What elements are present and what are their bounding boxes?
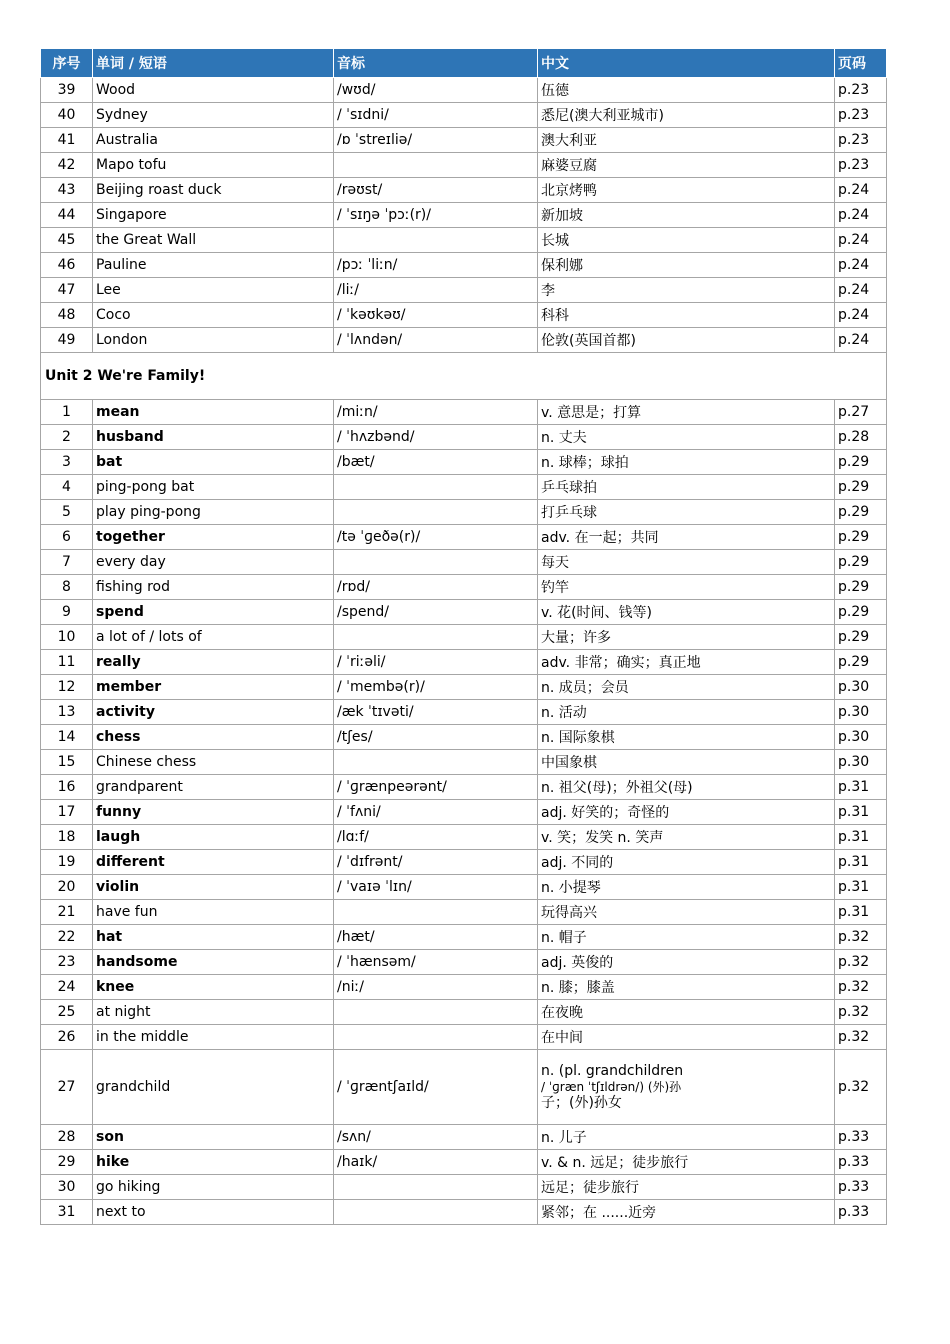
row-chinese: 悉尼(澳大利亚城市) — [538, 103, 835, 128]
table-row — [41, 550, 887, 575]
table-header-row — [41, 49, 887, 78]
row-phonetic: /niː/ — [334, 975, 538, 1000]
header-page: 页码 — [835, 49, 887, 78]
row-word: Singapore — [93, 203, 334, 228]
row-phonetic: /wʊd/ — [334, 78, 538, 103]
row-page: p.31 — [835, 875, 887, 900]
row-chinese: 乒乓球拍 — [538, 475, 835, 500]
row-phonetic: / ˈfʌni/ — [334, 800, 538, 825]
row-word: the Great Wall — [93, 228, 334, 253]
row-number: 1 — [41, 400, 93, 425]
row-word: Wood — [93, 78, 334, 103]
row-page: p.24 — [835, 178, 887, 203]
row-phonetic — [334, 900, 538, 925]
row-page: p.27 — [835, 400, 887, 425]
row-word: funny — [93, 800, 334, 825]
row-page: p.32 — [835, 975, 887, 1000]
row-page: p.29 — [835, 575, 887, 600]
row-chinese: 钓竿 — [538, 575, 835, 600]
row-phonetic: /æk ˈtɪvəti/ — [334, 700, 538, 725]
row-chinese: 伦敦(英国首都) — [538, 328, 835, 353]
table-row — [41, 78, 887, 103]
row-number: 6 — [41, 525, 93, 550]
vocabulary-table — [40, 48, 887, 1225]
table-row — [41, 700, 887, 725]
row-page: p.23 — [835, 128, 887, 153]
row-word: every day — [93, 550, 334, 575]
row-number: 45 — [41, 228, 93, 253]
row-word: hike — [93, 1150, 334, 1175]
row-phonetic: / ˈsɪdni/ — [334, 103, 538, 128]
row-number: 46 — [41, 253, 93, 278]
row-chinese: 保利娜 — [538, 253, 835, 278]
row-chinese: n. 国际象棋 — [538, 725, 835, 750]
row-word: Pauline — [93, 253, 334, 278]
row-chinese: adj. 英俊的 — [538, 950, 835, 975]
row-page: p.23 — [835, 78, 887, 103]
row-chinese: 每天 — [538, 550, 835, 575]
row-page: p.29 — [835, 625, 887, 650]
table-row — [41, 425, 887, 450]
row-word: Sydney — [93, 103, 334, 128]
row-phonetic: /rɒd/ — [334, 575, 538, 600]
row-phonetic: / ˈlʌndən/ — [334, 328, 538, 353]
table-row — [41, 725, 887, 750]
table-row — [41, 1150, 887, 1175]
row-word: knee — [93, 975, 334, 1000]
row-number: 22 — [41, 925, 93, 950]
table-row — [41, 1025, 887, 1050]
row-chinese: 玩得高兴 — [538, 900, 835, 925]
row-number: 4 — [41, 475, 93, 500]
row-page: p.30 — [835, 675, 887, 700]
table-row — [41, 800, 887, 825]
row-chinese: n. 小提琴 — [538, 875, 835, 900]
row-page: p.29 — [835, 600, 887, 625]
table-row — [41, 228, 887, 253]
table-row — [41, 750, 887, 775]
row-page: p.31 — [835, 825, 887, 850]
row-chinese: 在中间 — [538, 1025, 835, 1050]
row-number: 11 — [41, 650, 93, 675]
row-page: p.29 — [835, 500, 887, 525]
row-word: husband — [93, 425, 334, 450]
row-phonetic: /miːn/ — [334, 400, 538, 425]
table-row — [41, 328, 887, 353]
row-page: p.24 — [835, 303, 887, 328]
row-phonetic: / ˈhænsəm/ — [334, 950, 538, 975]
row-number: 16 — [41, 775, 93, 800]
row-number: 49 — [41, 328, 93, 353]
row-chinese: 澳大利亚 — [538, 128, 835, 153]
row-number: 10 — [41, 625, 93, 650]
table-row — [41, 103, 887, 128]
row-number: 28 — [41, 1125, 93, 1150]
row-page: p.24 — [835, 253, 887, 278]
table-row — [41, 600, 887, 625]
row-chinese: adj. 好笑的；奇怪的 — [538, 800, 835, 825]
row-phonetic: /rəʊst/ — [334, 178, 538, 203]
row-phonetic: /ɒ ˈstreɪliə/ — [334, 128, 538, 153]
row-page: p.29 — [835, 650, 887, 675]
row-chinese: n. 球棒；球拍 — [538, 450, 835, 475]
row-word: in the middle — [93, 1025, 334, 1050]
row-word: grandparent — [93, 775, 334, 800]
row-number: 42 — [41, 153, 93, 178]
row-page: p.31 — [835, 775, 887, 800]
header-word: 单词 / 短语 — [93, 49, 334, 78]
row-page: p.24 — [835, 278, 887, 303]
row-word: son — [93, 1125, 334, 1150]
row-page: p.23 — [835, 103, 887, 128]
row-number: 30 — [41, 1175, 93, 1200]
row-number: 44 — [41, 203, 93, 228]
table-row — [41, 575, 887, 600]
row-phonetic: /bæt/ — [334, 450, 538, 475]
row-phonetic — [334, 1175, 538, 1200]
unit-heading-row — [41, 353, 887, 400]
row-page: p.31 — [835, 850, 887, 875]
row-page: p.32 — [835, 1050, 887, 1125]
row-number: 2 — [41, 425, 93, 450]
table-row — [41, 278, 887, 303]
row-page: p.33 — [835, 1200, 887, 1225]
row-word: activity — [93, 700, 334, 725]
table-row — [41, 850, 887, 875]
row-phonetic: /tə ˈɡeðə(r)/ — [334, 525, 538, 550]
chinese-line: / ˈɡræn ˈtʃɪldrən/) (外)孙 — [541, 1080, 682, 1094]
row-word: a lot of / lots of — [93, 625, 334, 650]
row-chinese: n. 儿子 — [538, 1125, 835, 1150]
table-row — [41, 950, 887, 975]
row-chinese: v. 意思是；打算 — [538, 400, 835, 425]
row-phonetic: /hæt/ — [334, 925, 538, 950]
table-row — [41, 975, 887, 1000]
row-word: Chinese chess — [93, 750, 334, 775]
row-phonetic — [334, 500, 538, 525]
row-word: grandchild — [93, 1050, 334, 1125]
row-phonetic: /spend/ — [334, 600, 538, 625]
row-number: 27 — [41, 1050, 93, 1125]
row-number: 13 — [41, 700, 93, 725]
row-chinese: 长城 — [538, 228, 835, 253]
row-chinese: 中国象棋 — [538, 750, 835, 775]
row-chinese: n. 膝；膝盖 — [538, 975, 835, 1000]
row-word: hat — [93, 925, 334, 950]
row-number: 20 — [41, 875, 93, 900]
row-chinese: v. 笑；发笑 n. 笑声 — [538, 825, 835, 850]
row-number: 26 — [41, 1025, 93, 1050]
row-phonetic: / ˈvaɪə ˈlɪn/ — [334, 875, 538, 900]
row-chinese — [538, 1050, 835, 1125]
row-chinese: 远足；徒步旅行 — [538, 1175, 835, 1200]
row-chinese: 大量；许多 — [538, 625, 835, 650]
table-row — [41, 900, 887, 925]
row-number: 12 — [41, 675, 93, 700]
table-row — [41, 1125, 887, 1150]
header-chinese: 中文 — [538, 49, 835, 78]
chinese-line: n. (pl. grandchildren — [541, 1063, 684, 1079]
row-phonetic: / ˈdɪfrənt/ — [334, 850, 538, 875]
table-row — [41, 650, 887, 675]
row-word: mean — [93, 400, 334, 425]
row-page: p.30 — [835, 700, 887, 725]
header-number: 序号 — [41, 49, 93, 78]
row-phonetic: / ˈriːəli/ — [334, 650, 538, 675]
row-number: 24 — [41, 975, 93, 1000]
row-word: ping-pong bat — [93, 475, 334, 500]
row-word: Beijing roast duck — [93, 178, 334, 203]
row-chinese: 在夜晚 — [538, 1000, 835, 1025]
row-number: 48 — [41, 303, 93, 328]
row-phonetic — [334, 1000, 538, 1025]
table-row — [41, 128, 887, 153]
row-phonetic: / ˈɡrænpeərənt/ — [334, 775, 538, 800]
row-number: 8 — [41, 575, 93, 600]
row-chinese: n. 丈夫 — [538, 425, 835, 450]
table-row — [41, 675, 887, 700]
row-number: 43 — [41, 178, 93, 203]
row-word: chess — [93, 725, 334, 750]
row-word: have fun — [93, 900, 334, 925]
row-phonetic: /tʃes/ — [334, 725, 538, 750]
row-chinese: v. 花(时间、钱等) — [538, 600, 835, 625]
row-page: p.31 — [835, 900, 887, 925]
row-word: fishing rod — [93, 575, 334, 600]
row-chinese: 新加坡 — [538, 203, 835, 228]
row-phonetic: /haɪk/ — [334, 1150, 538, 1175]
row-chinese: n. 成员；会员 — [538, 675, 835, 700]
row-phonetic — [334, 625, 538, 650]
unit-title: Unit 2 We're Family! — [41, 353, 887, 400]
row-phonetic: /sʌn/ — [334, 1125, 538, 1150]
row-word: member — [93, 675, 334, 700]
row-page: p.23 — [835, 153, 887, 178]
row-number: 29 — [41, 1150, 93, 1175]
row-phonetic: / ˈhʌzbənd/ — [334, 425, 538, 450]
row-word: together — [93, 525, 334, 550]
row-chinese: adv. 非常；确实；真正地 — [538, 650, 835, 675]
row-page: p.29 — [835, 525, 887, 550]
row-chinese: 李 — [538, 278, 835, 303]
row-word: Mapo tofu — [93, 153, 334, 178]
row-phonetic — [334, 475, 538, 500]
row-number: 18 — [41, 825, 93, 850]
table-row — [41, 775, 887, 800]
row-phonetic: /lɑːf/ — [334, 825, 538, 850]
row-word: at night — [93, 1000, 334, 1025]
row-page: p.24 — [835, 328, 887, 353]
row-chinese: 麻婆豆腐 — [538, 153, 835, 178]
row-phonetic — [334, 153, 538, 178]
table-row — [41, 1175, 887, 1200]
row-chinese: n. 活动 — [538, 700, 835, 725]
table-row — [41, 450, 887, 475]
row-page: p.24 — [835, 203, 887, 228]
row-phonetic — [334, 550, 538, 575]
row-number: 19 — [41, 850, 93, 875]
row-chinese: v. & n. 远足；徒步旅行 — [538, 1150, 835, 1175]
row-word: laugh — [93, 825, 334, 850]
row-number: 3 — [41, 450, 93, 475]
table-row — [41, 875, 887, 900]
row-number: 41 — [41, 128, 93, 153]
row-page: p.28 — [835, 425, 887, 450]
table-row — [41, 1050, 887, 1125]
row-number: 9 — [41, 600, 93, 625]
row-phonetic — [334, 228, 538, 253]
row-page: p.32 — [835, 1000, 887, 1025]
row-word: next to — [93, 1200, 334, 1225]
row-chinese: adv. 在一起；共同 — [538, 525, 835, 550]
row-page: p.32 — [835, 950, 887, 975]
row-chinese: adj. 不同的 — [538, 850, 835, 875]
row-number: 25 — [41, 1000, 93, 1025]
row-word: go hiking — [93, 1175, 334, 1200]
row-phonetic: / ˈsɪŋə ˈpɔː(r)/ — [334, 203, 538, 228]
row-number: 7 — [41, 550, 93, 575]
row-page: p.33 — [835, 1125, 887, 1150]
row-page: p.32 — [835, 1025, 887, 1050]
table-row — [41, 178, 887, 203]
row-number: 23 — [41, 950, 93, 975]
chinese-line: 子；(外)孙女 — [541, 1095, 622, 1111]
row-page: p.30 — [835, 750, 887, 775]
row-phonetic — [334, 1200, 538, 1225]
row-word: Coco — [93, 303, 334, 328]
table-row — [41, 925, 887, 950]
row-number: 14 — [41, 725, 93, 750]
row-phonetic: / ˈkəʊkəʊ/ — [334, 303, 538, 328]
row-number: 21 — [41, 900, 93, 925]
row-phonetic: /liː/ — [334, 278, 538, 303]
row-page: p.29 — [835, 450, 887, 475]
table-row — [41, 203, 887, 228]
table-row — [41, 625, 887, 650]
row-chinese: 北京烤鸭 — [538, 178, 835, 203]
row-word: Australia — [93, 128, 334, 153]
row-page: p.29 — [835, 475, 887, 500]
table-row — [41, 153, 887, 178]
row-chinese: 紧邻；在 ......近旁 — [538, 1200, 835, 1225]
row-chinese: 伍德 — [538, 78, 835, 103]
table-row — [41, 253, 887, 278]
row-number: 40 — [41, 103, 93, 128]
table-row — [41, 400, 887, 425]
row-word: bat — [93, 450, 334, 475]
row-phonetic: /pɔː ˈliːn/ — [334, 253, 538, 278]
row-word: handsome — [93, 950, 334, 975]
row-word: really — [93, 650, 334, 675]
row-phonetic: / ˈmembə(r)/ — [334, 675, 538, 700]
row-page: p.24 — [835, 228, 887, 253]
row-word: London — [93, 328, 334, 353]
row-phonetic: / ˈɡræntʃaɪld/ — [334, 1050, 538, 1125]
table-row — [41, 475, 887, 500]
row-page: p.30 — [835, 725, 887, 750]
row-number: 15 — [41, 750, 93, 775]
row-chinese: 科科 — [538, 303, 835, 328]
row-page: p.31 — [835, 800, 887, 825]
table-row — [41, 303, 887, 328]
row-chinese: n. 祖父(母)；外祖父(母) — [538, 775, 835, 800]
row-chinese: n. 帽子 — [538, 925, 835, 950]
table-row — [41, 500, 887, 525]
row-page: p.29 — [835, 550, 887, 575]
row-phonetic — [334, 750, 538, 775]
table-row — [41, 1200, 887, 1225]
row-word: Lee — [93, 278, 334, 303]
row-page: p.33 — [835, 1175, 887, 1200]
row-number: 5 — [41, 500, 93, 525]
row-word: spend — [93, 600, 334, 625]
table-row — [41, 825, 887, 850]
row-phonetic — [334, 1025, 538, 1050]
row-page: p.32 — [835, 925, 887, 950]
row-word: different — [93, 850, 334, 875]
row-number: 39 — [41, 78, 93, 103]
header-phonetic: 音标 — [334, 49, 538, 78]
table-row — [41, 525, 887, 550]
table-row — [41, 1000, 887, 1025]
row-word: play ping-pong — [93, 500, 334, 525]
row-number: 17 — [41, 800, 93, 825]
row-word: violin — [93, 875, 334, 900]
row-number: 47 — [41, 278, 93, 303]
table-body — [41, 78, 887, 1225]
row-page: p.33 — [835, 1150, 887, 1175]
row-number: 31 — [41, 1200, 93, 1225]
row-chinese: 打乒乓球 — [538, 500, 835, 525]
